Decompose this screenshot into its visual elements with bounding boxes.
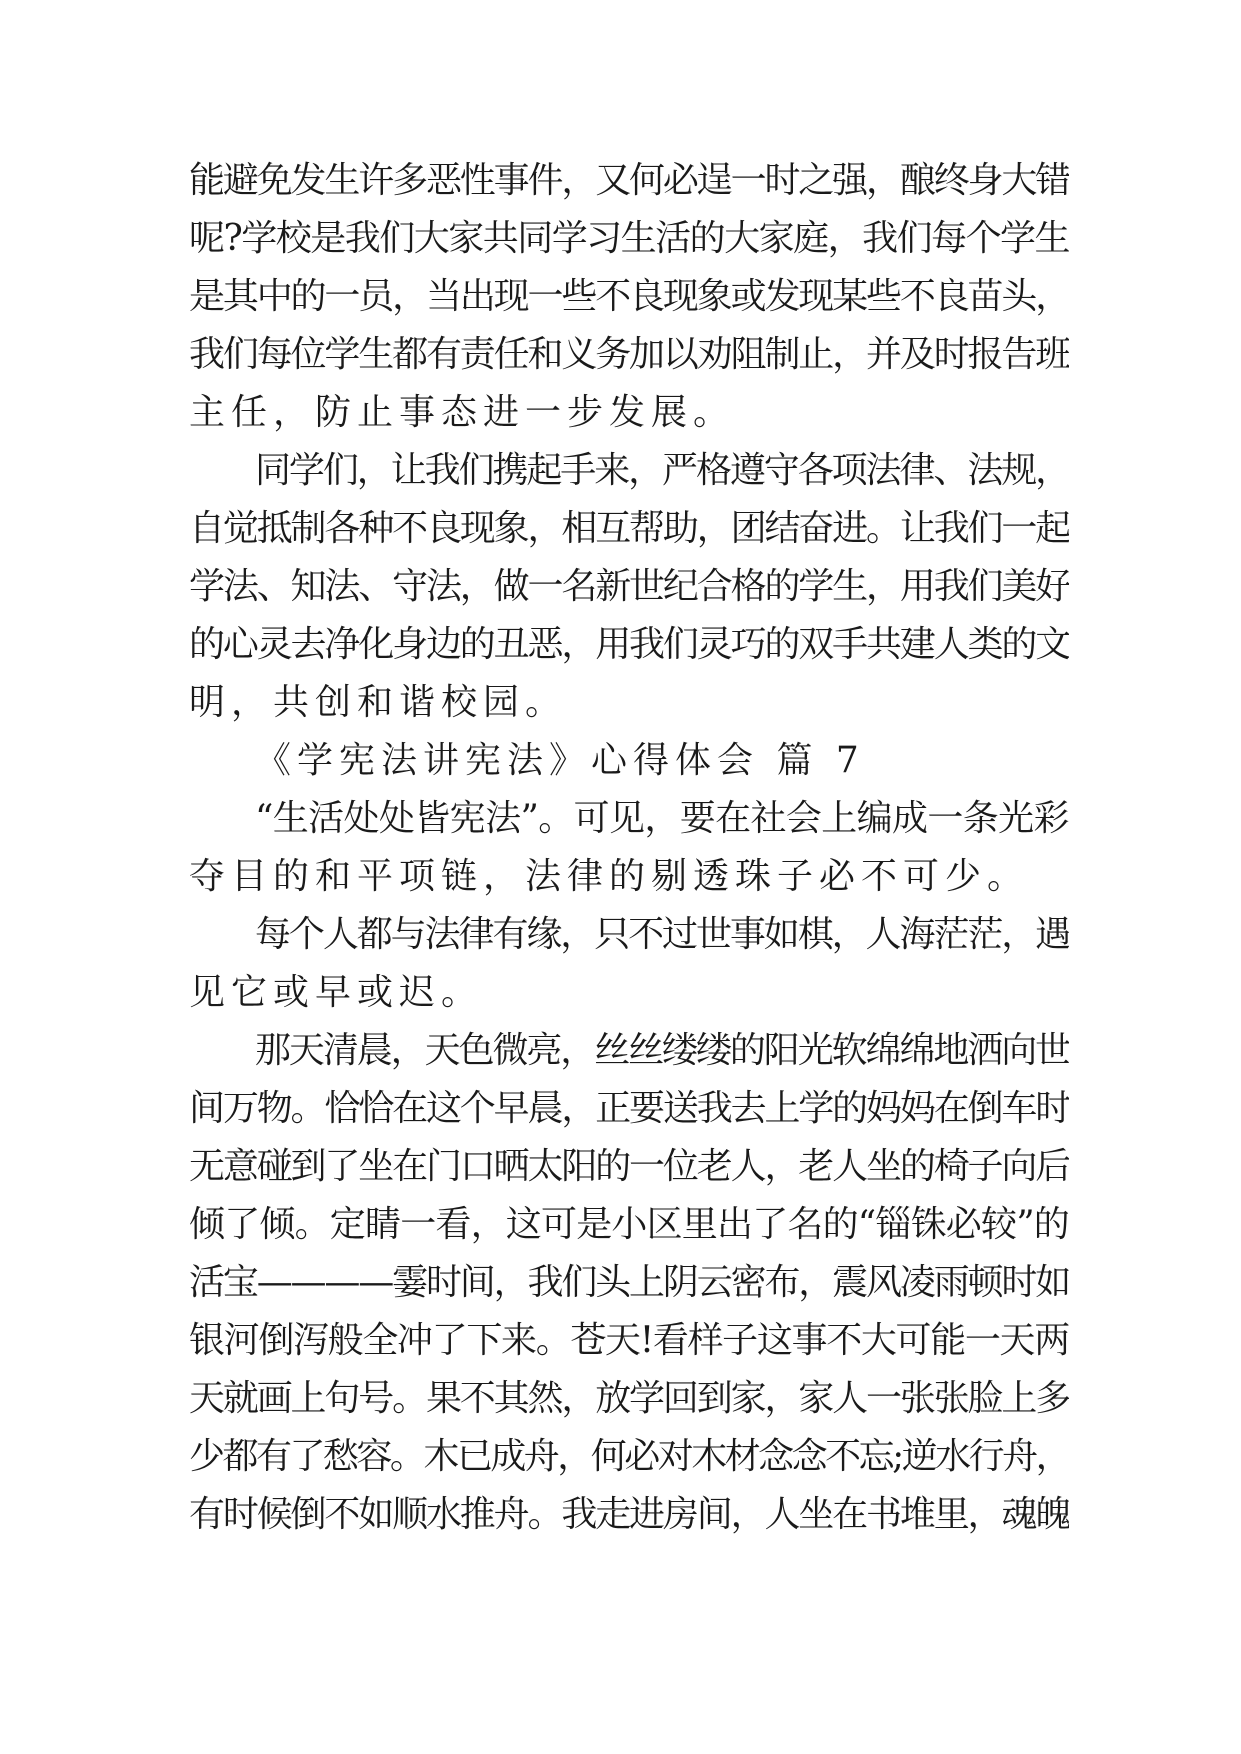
text-line: 明，共创和谐校园。 <box>189 682 568 723</box>
text-line: 是其中的一员，当出现一些不良现象或发现某些不良苗头， <box>189 276 1069 317</box>
text-line: 夺目的和平项链，法律的剔透珠子必不可少。 <box>189 856 1030 897</box>
text-line: 倾了倾。定睛一看，这可是小区里出了名的“锱铢必较”的 <box>189 1204 1069 1245</box>
text-line: 无意碰到了坐在门口晒太阳的一位老人，老人坐的椅子向后 <box>189 1146 1069 1187</box>
text-line: 自觉抵制各种不良现象，相互帮助，团结奋进。让我们一起 <box>189 508 1069 549</box>
text-line: 的心灵去净化身边的丑恶，用我们灵巧的双手共建人类的文 <box>189 624 1069 665</box>
text-line: “生活处处皆宪法”。可见，要在社会上编成一条光彩 <box>255 798 1069 839</box>
section-heading: 《学宪法讲宪法》心得体会 篇 7 <box>255 740 865 781</box>
text-line: 少都有了愁容。木已成舟，何必对木材念念不忘;逆水行舟， <box>189 1436 1069 1477</box>
text-line: 同学们，让我们携起手来，严格遵守各项法律、法规， <box>255 450 1069 491</box>
text-line: 天就画上句号。果不其然，放学回到家，家人一张张脸上多 <box>189 1378 1069 1419</box>
text-line: 每个人都与法律有缘，只不过世事如棋，人海茫茫，遇 <box>255 914 1069 955</box>
body-text <box>189 152 1069 1544</box>
text-line: 那天清晨，天色微亮，丝丝缕缕的阳光软绵绵地洒向世 <box>255 1030 1069 1071</box>
text-line: 银河倒泻般全冲了下来。苍天!看样子这事不大可能一天两 <box>189 1320 1069 1361</box>
text-line: 学法、知法、守法，做一名新世纪合格的学生，用我们美好 <box>189 566 1069 607</box>
text-line: 能避免发生许多恶性事件，又何必逞一时之强，酿终身大错 <box>189 160 1069 201</box>
text-line: 活宝————霎时间，我们头上阴云密布，震风凌雨顿时如 <box>189 1262 1069 1303</box>
text-line: 我们每位学生都有责任和义务加以劝阻制止，并及时报告班 <box>189 334 1069 375</box>
text-line: 呢?学校是我们大家共同学习生活的大家庭，我们每个学生 <box>189 218 1069 259</box>
text-line: 间万物。恰恰在这个早晨，正要送我去上学的妈妈在倒车时 <box>189 1088 1069 1129</box>
text-line: 见它或早或迟。 <box>189 972 484 1013</box>
text-line: 主任，防止事态进一步发展。 <box>189 392 736 433</box>
text-line: 有时候倒不如顺水推舟。我走进房间，人坐在书堆里，魂魄 <box>189 1494 1069 1535</box>
